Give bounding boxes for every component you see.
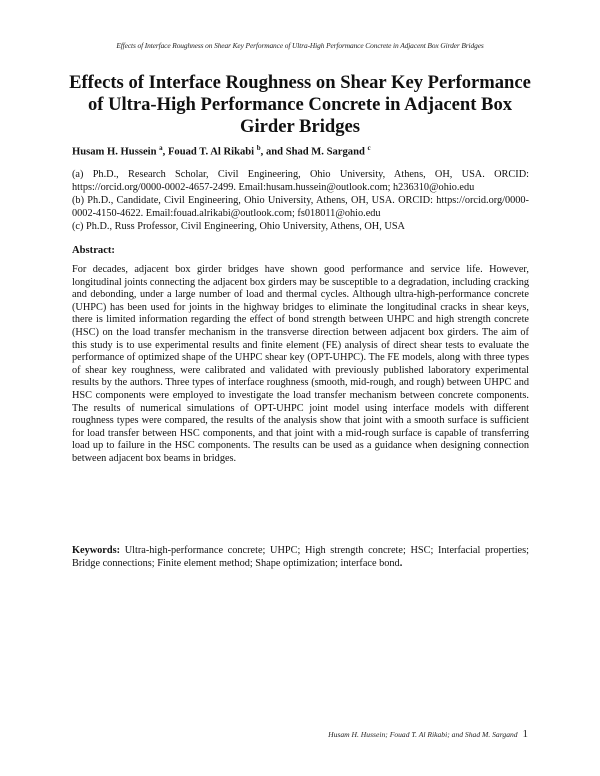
author-mark: b — [256, 144, 261, 152]
author-name: Shad M. Sargand — [285, 146, 365, 158]
affiliation-c: (c) Ph.D., Russ Professor, Civil Engineering, Ohio University, Athens, OH, USA — [72, 221, 405, 232]
page-number: 1 — [522, 728, 528, 740]
abstract-text: For decades, adjacent box girder bridges have shown good performance and service life. However, longitudinal joints connecting the adjacent box girders may be susceptible to a degradation, including cracking and debonding, under a large number of load and thermal cycles. Although ultra-high-performance concrete (UHPC) has been used for joints in the highway bridges to eliminate the longitudinal cracks in shear keys, there is limited information regarding the effect of bond strength between UHPC and high strength concrete (HSC) on the load transfer mechanism in the transverse direction between adjacent box girders. The aim of this study is to use experimental results and finite element (FE) analysis of direct shear tests to evaluate the performance of optimized shape of the UHPC shear key (OPT-UHPC). The FE models, along with three types of shear key roughness, were calibrated and validated with previously published laboratory experimental results by the authors. Three types of interface roughness (smooth, mid-rough, and rough) between UHPC and HSC components were employed to investigate the load transfer mechanism between concrete components. The results of numerical simulations of OPT-UHPC joint model using interface models with different roughness types were compared, the results of the analysis show that joint with a smooth surface is sufficient for load transfer between HSC components, and that joint with a mid-rough surface is capable of transferring load up to failure in the HSC components. The results can be used as a guidance when designing connection between adjacent box beams in bridges. — [72, 264, 529, 464]
affiliation-a: (a) Ph.D., Research Scholar, Civil Engineering, Ohio University, Athens, OH, USA. ORCID: https://orcid.org/0000-0002-4657-2499. Email:husam.hussein@outlook.com; h236310@ohio.edu — [72, 169, 529, 193]
author-name: Fouad T. Al Rikabi — [167, 146, 255, 158]
affiliation-b: (b) Ph.D., Candidate, Civil Engineering, Ohio University, Athens, OH, USA. ORCID: https://orcid.org/0000-0002-4150-4622. Email:fouad.alrikabi@outlook.com; fs018011@ohio.edu — [72, 195, 529, 219]
author-name: Husam H. Hussein — [72, 146, 157, 158]
author-separator: , and — [260, 146, 286, 158]
keywords-label: Keywords: — [72, 545, 121, 556]
page-footer — [328, 728, 528, 740]
author-list — [72, 144, 542, 158]
keywords — [72, 544, 529, 570]
affiliations — [72, 168, 529, 233]
keywords-end: . — [399, 558, 403, 569]
footer-authors: Husam H. Hussein; Fouad T. Al Rikabi; and Shad M. Sargand — [328, 730, 518, 739]
abstract-heading: Abstract: — [72, 245, 115, 256]
running-header: Effects of Interface Roughness on Shear Key Performance of Ultra-High Performance Concrete in Adjacent Box Girder Bridges — [116, 41, 484, 50]
author-mark: c — [367, 144, 371, 152]
paper-title: Effects of Interface Roughness on Shear Key Performance of Ultra-High Performance Concrete in Adjacent Box Girder Bridges — [69, 72, 531, 137]
author-separator: , — [162, 146, 168, 158]
keywords-text: Ultra-high-performance concrete; UHPC; High strength concrete; HSC; Interfacial properties; Bridge connections; Finite element method; Shape optimization; interface bond — [72, 545, 529, 569]
author-mark: a — [159, 144, 163, 152]
